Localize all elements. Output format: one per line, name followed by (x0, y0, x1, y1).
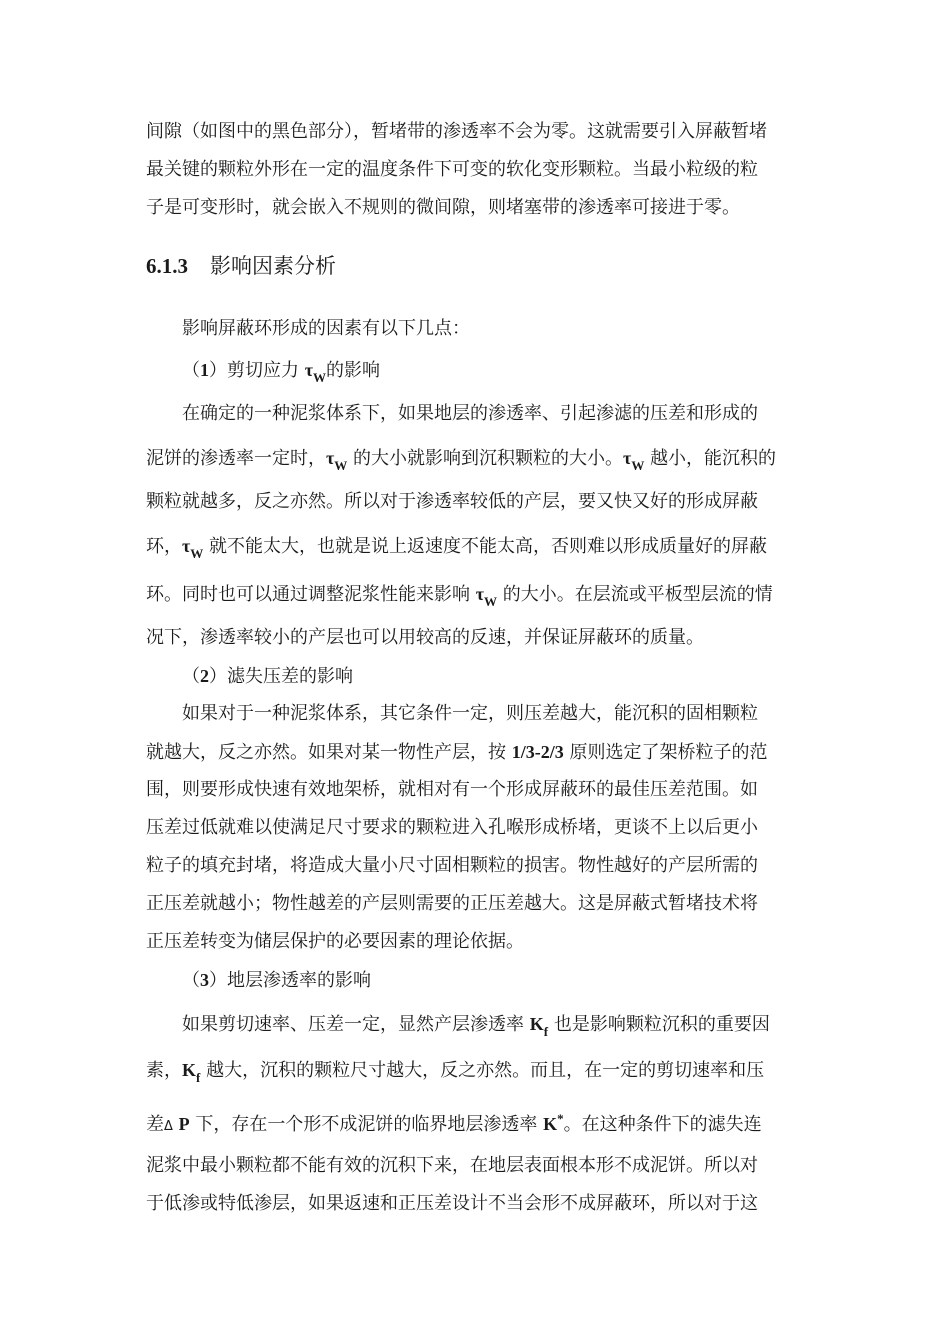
subscript: W (631, 458, 645, 473)
section-heading (146, 252, 336, 280)
text-line (146, 582, 773, 614)
text: 地层渗透率的影响 (227, 970, 371, 991)
text: 最关键的颗粒外形在一定的温度条件下可变的软化变形颗粒。当最小粒级的粒 (146, 159, 758, 180)
section-title: 影响因素分析 (210, 254, 336, 278)
tau-symbol: τ (326, 448, 335, 468)
text: 环， (146, 536, 182, 557)
text-line (146, 892, 758, 916)
k-symbol: K (529, 1014, 544, 1034)
text-line (146, 1192, 758, 1216)
bracket: （ (182, 666, 200, 687)
subscript: W (313, 370, 327, 385)
text: 就不能太大，也就是说上返速度不能太高，否则难以形成质量好的屏蔽 (209, 536, 768, 557)
text-line (146, 854, 758, 878)
text: 原则选定了架桥粒子的范 (563, 742, 768, 763)
factor2-heading (182, 664, 353, 689)
text: 。在这种条件下的滤失连 (563, 1114, 762, 1135)
text: 围，则要形成快速有效地架桥，就相对有一个形成屏蔽环的最佳压差范围。如 (146, 779, 758, 800)
text-line (146, 740, 767, 765)
text-line (146, 1154, 758, 1178)
text: 越小，能沉积的 (650, 448, 777, 469)
text: 况下，渗透率较小的产层也可以用较高的反速，并保证屏蔽环的质量。 (146, 627, 704, 648)
text-line (146, 930, 524, 954)
text: 影响屏蔽环形成的因素有以下几点： (182, 318, 470, 339)
text: 环。同时也可以通过调整泥浆性能来影响 (146, 584, 476, 605)
bracket: （ (182, 360, 200, 381)
text-line (146, 1107, 762, 1139)
superscript: * (557, 1111, 564, 1126)
text: 泥浆中最小颗粒都不能有效的沉积下来，在地层表面根本形不成泥饼。所以对 (146, 1155, 758, 1176)
text: 在确定的一种泥浆体系下，如果地层的渗透率、引起渗滤的压差和形成的 (182, 403, 758, 424)
text: 正压差转变为储层保护的必要因素的理论依据。 (146, 931, 524, 952)
item-number: 1 (200, 360, 209, 380)
text: 的影响 (326, 360, 381, 381)
text: 如果对于一种泥浆体系，其它条件一定，则压差越大，能沉积的固相颗粒 (182, 703, 758, 724)
section-number: 6.1.3 (146, 254, 188, 278)
text: 于低渗或特低渗层，如果返速和正压差设计不当会形不成屏蔽环，所以对于这 (146, 1193, 758, 1214)
text: 如果剪切速率、压差一定，显然产层渗透率 (182, 1014, 530, 1035)
k-symbol: K (543, 1114, 558, 1134)
ratio-text: 1/3-2/3 (511, 742, 564, 762)
text: 的大小。在层流或平板型层流的情 (502, 584, 773, 605)
p-symbol: P (178, 1114, 190, 1134)
text: 越大，沉积的颗粒尺寸越大，反之亦然。而且，在一定的剪切速率和压 (200, 1060, 765, 1081)
text: 差 (146, 1114, 164, 1135)
item-number: 2 (200, 666, 209, 686)
text: 泥饼的渗透率一定时， (146, 448, 326, 469)
item-number: 3 (200, 970, 209, 990)
text-line (146, 196, 740, 220)
bracket: ） (209, 970, 227, 991)
text-line (146, 120, 767, 144)
text-line (146, 626, 704, 650)
text: 间隙（如图中的黑色部分），暂堵带的渗透率不会为零。这就需要引入屏蔽暂堵 (146, 121, 767, 142)
text: 下，存在一个形不成泥饼的临界地层渗透率 (189, 1114, 544, 1135)
k-symbol: K (182, 1060, 197, 1080)
text: 也是影响颗粒沉积的重要因 (553, 1014, 770, 1035)
text: 正压差就越小；物性越差的产层则需要的正压差越大。这是屏蔽式暂堵技术将 (146, 893, 758, 914)
bracket: ） (209, 666, 227, 687)
text: 剪切应力 (227, 360, 305, 381)
text-line (182, 702, 758, 726)
text: 就越大，反之亦然。如果对某一物性产层，按 (146, 742, 512, 763)
text-line (146, 816, 758, 840)
text: 的大小就影响到沉积颗粒的大小。 (353, 448, 624, 469)
factor3-heading (182, 968, 371, 993)
subscript: W (190, 546, 204, 561)
tau-symbol: τ (304, 360, 314, 380)
text-line (182, 1012, 770, 1044)
text-line (146, 490, 758, 514)
text: 子是可变形时，就会嵌入不规则的微间隙，则堵塞带的渗透率可接进于零。 (146, 197, 740, 218)
subscript: f (543, 1024, 549, 1039)
bracket: （ (182, 970, 200, 991)
tau-symbol: τ (623, 448, 632, 468)
text: 粒子的填充封堵，将造成大量小尺寸固相颗粒的损害。物性越好的产层所需的 (146, 855, 758, 876)
text-line (146, 158, 758, 182)
text: 压差过低就难以使满足尺寸要求的颗粒进入孔喉形成桥堵，更谈不上以后更小 (146, 817, 758, 838)
intro-line (182, 317, 470, 341)
text-line (146, 534, 767, 566)
text-line (146, 446, 776, 478)
text: 颗粒就越多，反之亦然。所以对于渗透率较低的产层，要又快又好的形成屏蔽 (146, 491, 758, 512)
factor1-heading (182, 358, 380, 390)
text: 素， (146, 1060, 182, 1081)
text-line (146, 778, 758, 802)
tau-symbol: τ (182, 536, 191, 556)
text-line (146, 1058, 764, 1090)
delta-symbol: Δ (164, 1119, 173, 1134)
bracket: ） (209, 360, 227, 381)
text-line (182, 402, 758, 426)
text: 滤失压差的影响 (227, 666, 353, 687)
subscript: W (484, 594, 498, 609)
subscript: f (196, 1070, 201, 1085)
subscript: W (334, 458, 348, 473)
tau-symbol: τ (475, 584, 485, 604)
